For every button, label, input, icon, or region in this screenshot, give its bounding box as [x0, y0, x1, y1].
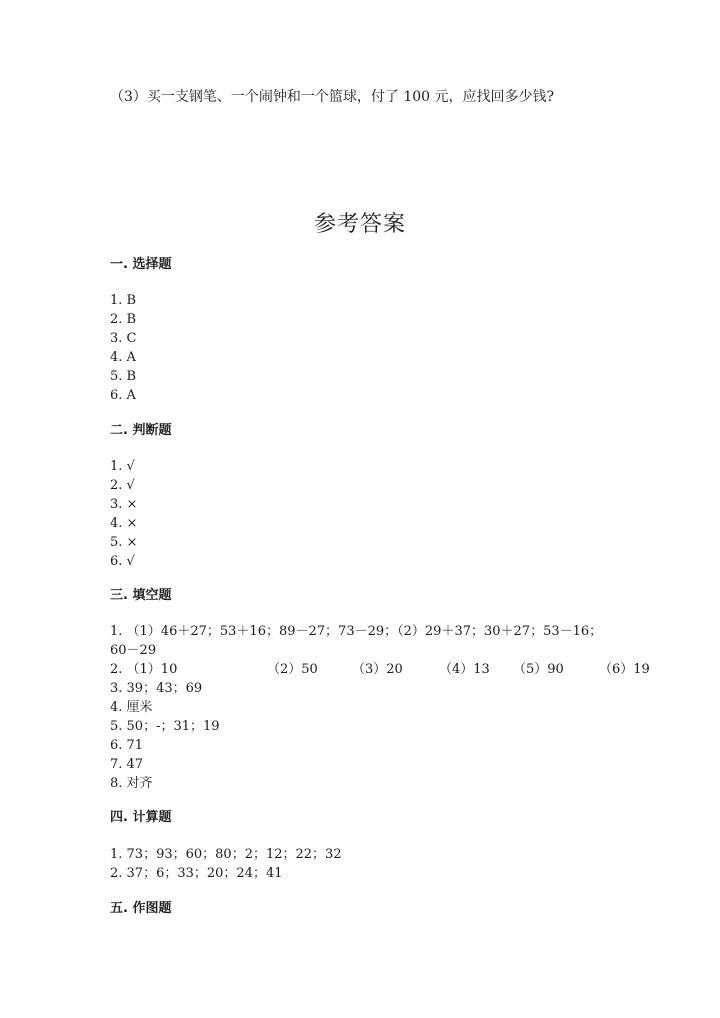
page-title: 参考答案 [313, 212, 406, 237]
answer-part: （3）20 [352, 662, 403, 677]
answer-part: （4）13 [439, 662, 490, 677]
judgement-answers [110, 457, 137, 571]
list-item: 5. 50；-；31；19 [110, 719, 220, 734]
section-heading-fill-blank: 三. 填空题 [110, 588, 172, 603]
list-item: 5. B [110, 369, 137, 384]
list-item: 5. × [110, 535, 138, 550]
list-item: 8. 对齐 [110, 776, 153, 791]
answer-part: （6）19 [599, 662, 650, 677]
answer-part: 2. （1）10 [110, 662, 178, 677]
answer-row [110, 660, 650, 679]
list-item: 3. C [110, 331, 137, 346]
calculation-answers [110, 845, 342, 883]
list-item: 4. × [110, 516, 138, 531]
choice-answers [110, 291, 136, 405]
list-item: 6. A [110, 388, 136, 403]
section-heading-drawing: 五. 作图题 [110, 901, 172, 916]
list-item: 6. 71 [110, 738, 144, 753]
list-item: 1. 73；93；60；80；2；12；22；32 [110, 847, 342, 862]
list-item: 2. √ [110, 478, 135, 493]
list-item: 7. 47 [110, 757, 144, 772]
list-item: 4. 厘米 [110, 700, 153, 715]
list-item: 1. √ [110, 459, 135, 474]
list-item: 3. × [110, 497, 138, 512]
answer-part: （5）90 [513, 662, 564, 677]
list-item: 3. 39；43；69 [110, 681, 203, 696]
section-heading-calculation: 四. 计算题 [110, 810, 172, 825]
question-3: （3）买一支钢笔、一个闹钟和一个篮球，付了 100 元，应找回多少钱? [110, 89, 555, 105]
answer-part: （2）50 [267, 662, 318, 677]
fill-blank-answers [110, 622, 650, 793]
list-item: 1. B [110, 293, 137, 308]
section-heading-choice: 一. 选择题 [110, 257, 172, 272]
section-heading-judgement: 二. 判断题 [110, 423, 172, 438]
list-item: 2. B [110, 312, 137, 327]
list-item: 1. （1）46＋27；53＋16；89－27；73－29；（2）29＋37；30＋27；53－16；60－29 [110, 624, 603, 658]
list-item: 6. √ [110, 554, 135, 569]
list-item [110, 660, 650, 679]
list-item: 4. A [110, 350, 136, 365]
list-item: 2. 37；6；33；20；24；41 [110, 866, 283, 881]
